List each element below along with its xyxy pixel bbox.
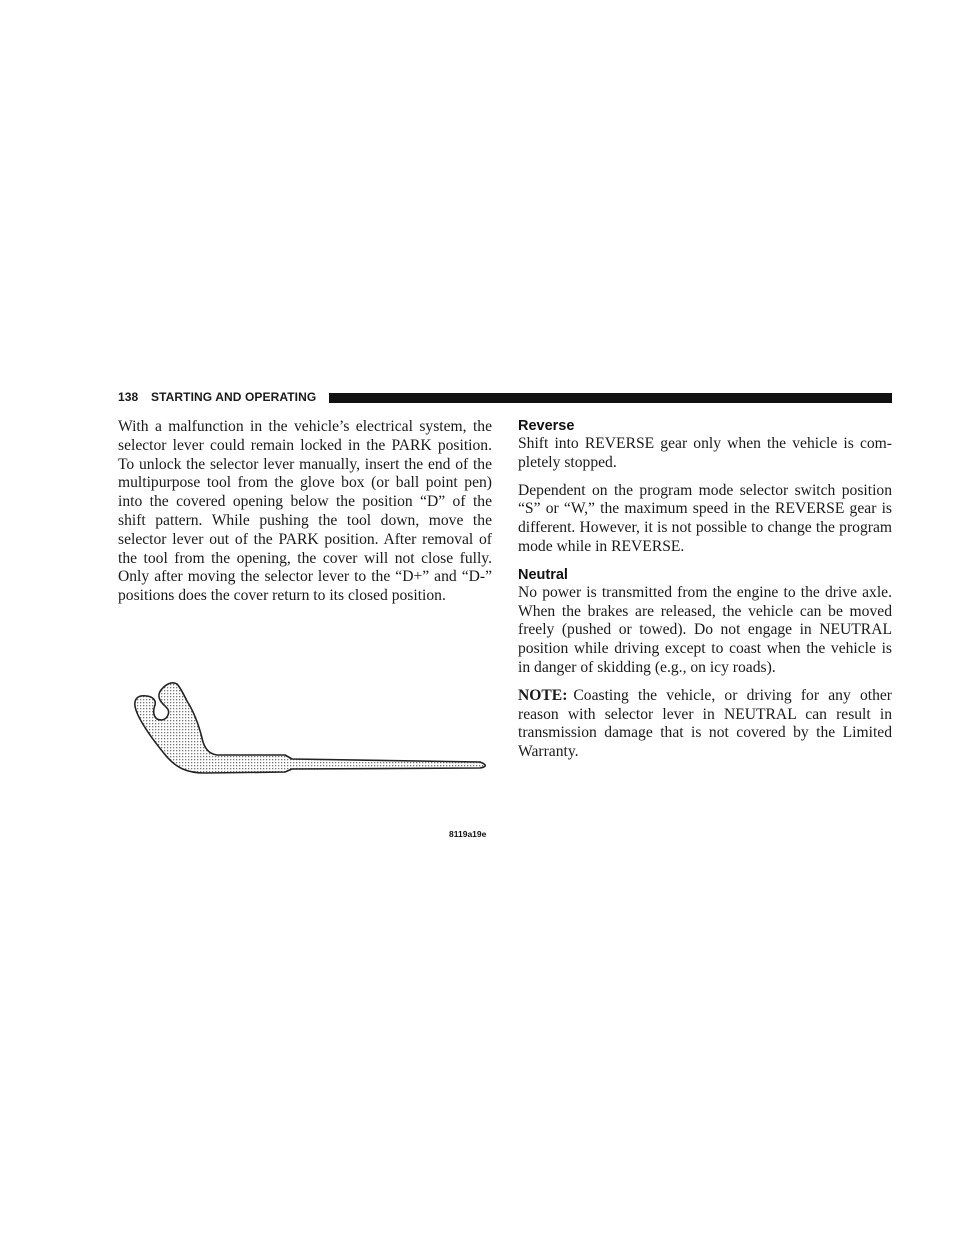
- left-column: [118, 418, 492, 606]
- note-label: NOTE:: [518, 686, 568, 704]
- reverse-paragraph-2: Dependent on the program mode selector switch position “S” or “W,” the maximum speed in the REVERSE gear is different. However, it is not possible to change the program mode while in REVERSE.: [518, 481, 892, 555]
- figure-id: 8119a19e: [449, 829, 487, 839]
- note-text: Coasting the vehicle, or driving for any other reason with selector lever in NEUTRAL can result in transmission damage that is not covered by the Limited Warranty.: [518, 686, 892, 761]
- page-header: [118, 389, 892, 405]
- neutral-heading: Neutral: [518, 566, 568, 583]
- multipurpose-tool-icon: [125, 675, 495, 785]
- header-rule: [329, 393, 892, 403]
- section-title: STARTING AND OPERATING: [151, 390, 317, 404]
- note-paragraph: [518, 687, 892, 762]
- reverse-paragraph-1: Shift into REVERSE gear only when the vehicle is completely stopped.: [518, 435, 892, 471]
- right-column: [518, 418, 892, 762]
- page-number: 138: [118, 390, 139, 404]
- multipurpose-tool-illustration: [125, 675, 495, 785]
- reverse-heading: Reverse: [518, 418, 575, 434]
- neutral-paragraph: No power is transmitted from the engine to the drive axle. When the brakes are released, the vehicle can be moved freely (pushed or towed). Do not engage in NEUTRAL position while driving except to coast when the vehicle is in danger of skidding (e.g., on icy roads).: [518, 583, 892, 676]
- body-paragraph: With a malfunction in the vehicle’s electrical system, the selector lever could remain locked in the PARK position. To unlock the selector lever manually, insert the end of the multipurpose tool from the glove box (or ball point pen) into the covered opening below the position “D” of the shift pattern. While pushing the tool down, move the selector lever out of the PARK position. After removal of the tool from the opening, the cover will not close fully. Only after moving the selector lever to the “D+” and “D-” positions does the cover return to its closed position.: [118, 418, 492, 605]
